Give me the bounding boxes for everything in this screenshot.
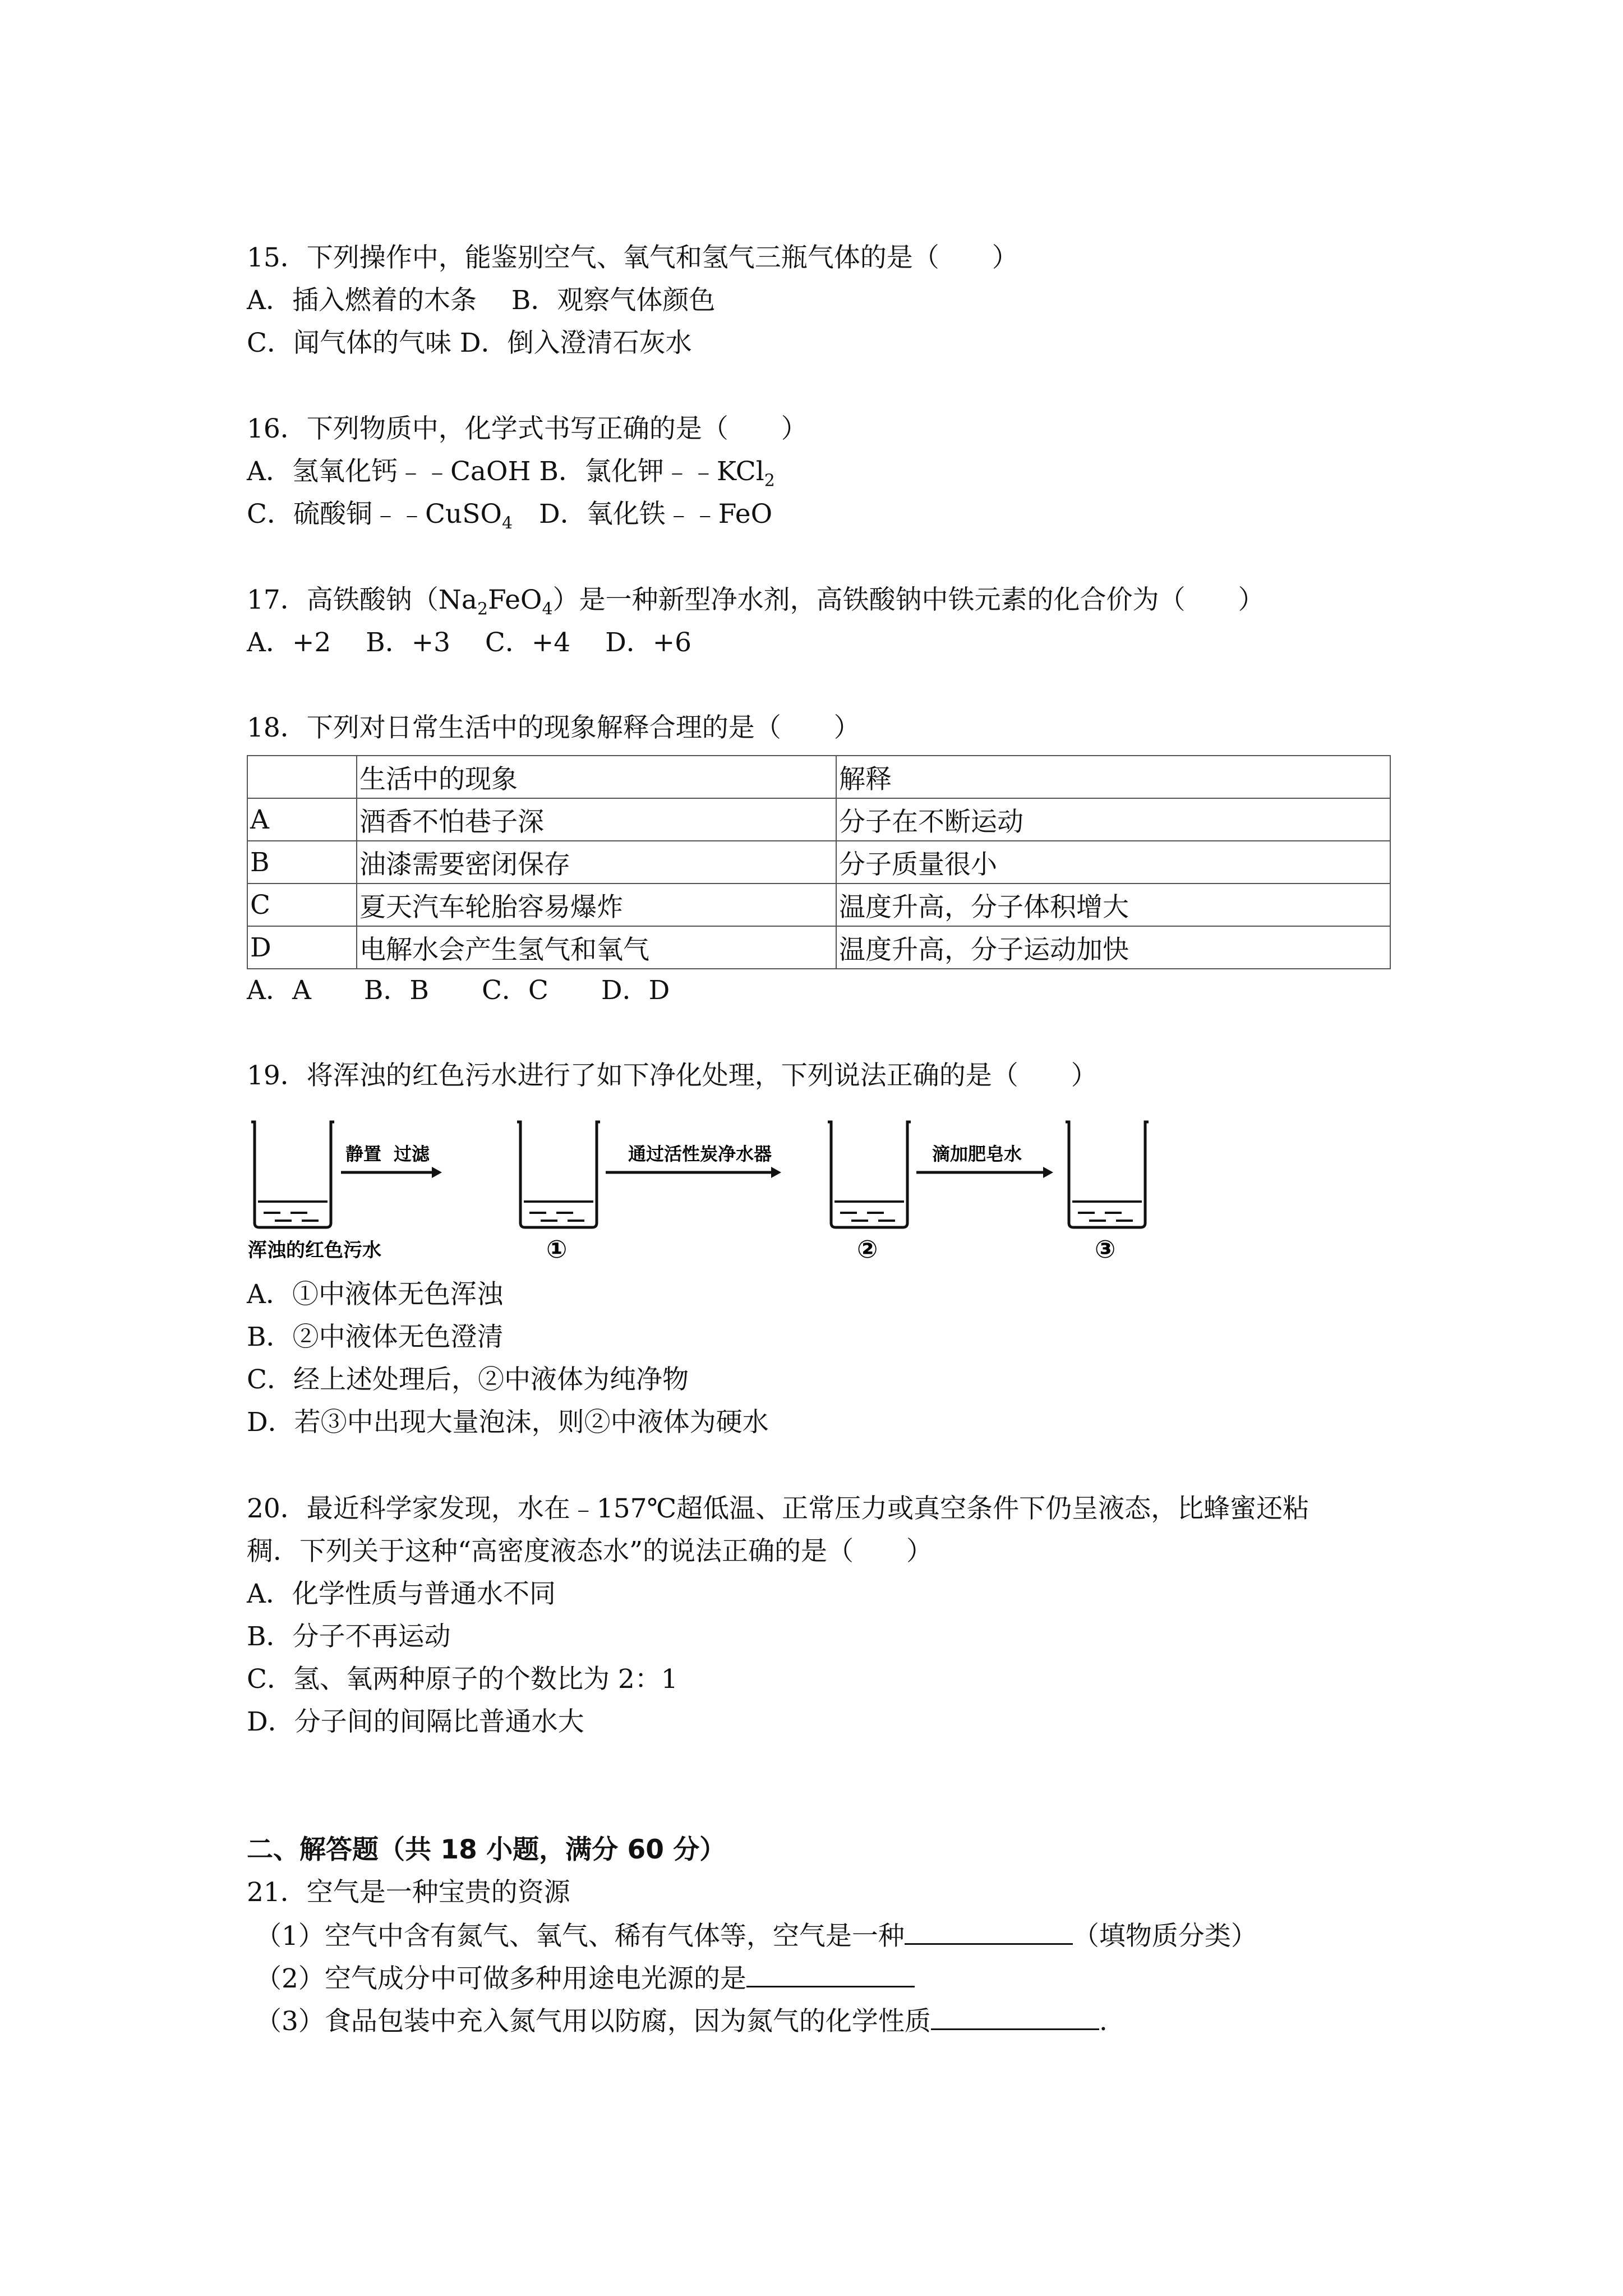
q21-part2 [255,1961,915,1996]
q19-option-c: C．经上述处理后，②中液体为纯净物 [247,1364,689,1395]
q15-options-cd: C．闻气体的气味 D．倒入澄清石灰水 [247,328,692,358]
table-header-cell: 生活中的现象 [357,756,836,798]
table-header-cell [247,756,357,798]
q15-stem: 15．下列操作中，能鉴别空气、氧气和氢气三瓶气体的是（ ） [247,242,1018,273]
table-header-row [247,756,1390,798]
beaker-icon [251,1122,334,1227]
q19-option-d: D．若③中出现大量泡沫，则②中液体为硬水 [247,1407,769,1438]
q17-stem-post: ）是一种新型净水剂，高铁酸钠中铁元素的化合价为（ ） [552,585,1265,615]
table-cell: C [247,884,357,926]
q18-stem: 18．下列对日常生活中的现象解释合理的是（ ） [247,712,860,743]
q16-option-a: A．氢氧化钙﹣﹣CaOH B．氯化钾﹣﹣KCl [247,456,764,487]
q19-option-a: A．①中液体无色浑浊 [247,1279,503,1310]
answer-blank[interactable] [905,1918,1073,1945]
section-title: 二、解答题（共 18 小题，满分 60 分） [247,1834,726,1865]
table-cell: 分子在不断运动 [836,798,1390,841]
table-cell: B [247,841,357,884]
q17-sub: 4 [542,599,553,619]
purification-diagram [247,1116,1166,1262]
arrow-icon [916,1167,1053,1178]
arrow-label: 通过活性炭净水器 [628,1143,772,1165]
q18-options: A．A B．B C．C D．D [247,975,670,1006]
q21-part1-text: （1）空气中含有氮气、氧气、稀有气体等，空气是一种 [255,1921,905,1952]
answer-blank[interactable] [931,2004,1099,2030]
beaker-caption: 浑浊的红色污水 [248,1239,381,1262]
arrow-label: 滴加肥皂水 [932,1143,1022,1165]
q20-option-d: D．分子间的间隔比普通水大 [247,1706,584,1737]
table-row [247,926,1390,969]
q20-option-a: A．化学性质与普通水不同 [247,1579,556,1609]
q21-part1 [255,1918,1257,1953]
table-cell: 温度升高，分子运动加快 [836,926,1390,969]
q19-stem: 19．将浑浊的红色污水进行了如下净化处理，下列说法正确的是（ ） [247,1060,1098,1091]
beaker-icon [517,1122,600,1227]
q17-stem [247,583,1265,626]
arrow-label: 静置 [345,1143,382,1165]
q16-option-c: C．硫酸铜﹣﹣CuSO [247,499,502,530]
table-cell: 分子质量很小 [836,841,1390,884]
beaker-icon [828,1122,911,1227]
table-row [247,884,1390,926]
q19-option-b: B．②中液体无色澄清 [247,1322,504,1352]
q18-table [247,755,1391,969]
q21-part3-suffix: . [1099,2006,1108,2037]
q17-stem-mid: FeO [488,585,542,615]
beaker-caption: ① [546,1235,568,1262]
table-cell: 酒香不怕巷子深 [357,798,836,841]
q20-stem-line1: 20．最近科学家发现，水在﹣157℃超低温、正常压力或真空条件下仍呈液态，比蜂蜜还粘 [247,1493,1310,1524]
table-row [247,798,1390,841]
q17-options: A．+2 B．+3 C．+4 D．+6 [247,627,692,658]
beaker-icon [1066,1122,1149,1227]
table-cell: D [247,926,357,969]
beaker-caption: ③ [1095,1235,1116,1262]
table-cell: 油漆需要密闭保存 [357,841,836,884]
table-cell: 夏天汽车轮胎容易爆炸 [357,884,836,926]
q20-option-b: B．分子不再运动 [247,1621,451,1652]
beaker-caption: ② [857,1235,878,1262]
q20-stem-line2: 稠．下列关于这种“高密度液态水”的说法正确的是（ ） [247,1536,933,1567]
q21-part3-text: （3）食品包装中充入氮气用以防腐，因为氮气的化学性质 [255,2006,931,2037]
table-cell: A [247,798,357,841]
q20-option-c: C．氢、氧两种原子的个数比为 2：1 [247,1664,678,1695]
table-header-cell: 解释 [836,756,1390,798]
q21-part1-suffix: （填物质分类） [1072,1921,1257,1952]
q16-options-cd [247,498,772,540]
q16-stem: 16．下列物质中，化学式书写正确的是（ ） [247,413,808,444]
q16-options-ab [247,455,775,498]
q21-stem: 21．空气是一种宝贵的资源 [247,1877,570,1908]
q16-sub: 4 [501,513,513,533]
q17-stem-pre: 17．高铁酸钠（Na [247,585,477,615]
answer-blank[interactable] [746,1961,915,1987]
q16-sub: 2 [764,471,775,491]
arrow-label: 过滤 [394,1143,430,1165]
q15-options-ab: A．插入燃着的木条 B．观察气体颜色 [247,285,716,316]
arrow-icon [341,1167,442,1178]
table-cell: 电解水会产生氢气和氧气 [357,926,836,969]
q16-option-d: D．氧化铁﹣﹣FeO [513,499,773,530]
table-cell: 温度升高，分子体积增大 [836,884,1390,926]
q21-part3 [255,2004,1108,2039]
q17-sub: 2 [477,599,488,619]
q21-part2-text: （2）空气成分中可做多种用途电光源的是 [255,1963,746,1994]
table-row [247,841,1390,884]
arrow-icon [606,1167,781,1178]
